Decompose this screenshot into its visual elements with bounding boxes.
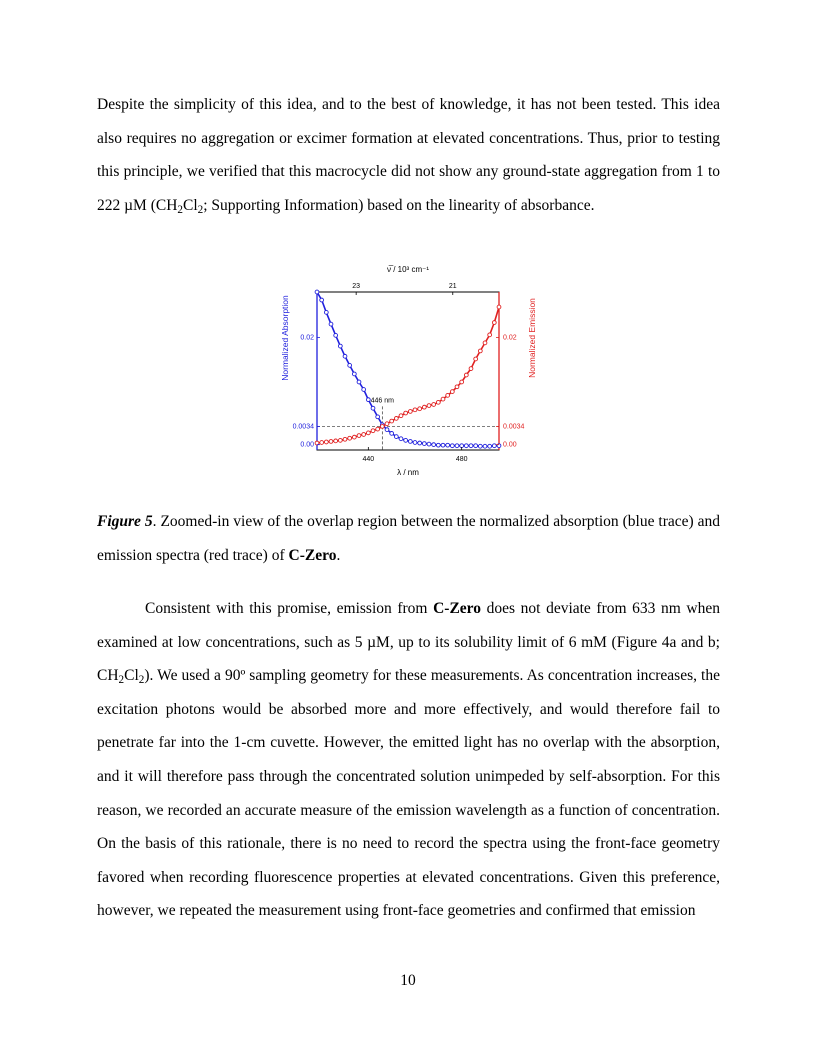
figure-label: Figure 5 — [97, 513, 153, 530]
absorption-point — [399, 437, 403, 441]
absorption-point — [413, 441, 417, 445]
top-tick-label: 23 — [352, 283, 361, 290]
overlap-spectra-plot — [270, 258, 550, 480]
absorption-point — [376, 415, 380, 419]
absorption-point — [478, 444, 482, 448]
emission-point — [427, 404, 431, 408]
emission-point — [404, 411, 408, 415]
paragraph-text: Cl — [182, 196, 198, 214]
caption-text: . Zoomed-in view of the overlap region between the normalized absorption (blue trace) and emission spectra (red trace) of — [97, 513, 720, 564]
absorption-point — [408, 440, 412, 444]
absorption-point — [464, 444, 468, 448]
left-tick-label: 0.0034 — [292, 423, 314, 431]
emission-point — [380, 425, 384, 429]
emission-point — [324, 440, 328, 444]
paragraph-text: ; Supporting Information) based on the linearity of absorbance. — [203, 196, 595, 214]
subscript: 2 — [177, 203, 183, 216]
emission-point — [497, 305, 501, 309]
emission-point — [413, 408, 417, 412]
emission-point — [320, 441, 324, 445]
absorption-point — [436, 443, 440, 447]
caption-text: . — [336, 546, 341, 564]
emission-point — [408, 410, 412, 414]
emission-point — [399, 414, 403, 418]
absorption-point — [469, 444, 473, 448]
emission-point — [441, 397, 445, 401]
emission-point — [469, 367, 473, 371]
x-tick-label: 480 — [455, 456, 468, 463]
emission-point — [334, 439, 338, 443]
figure-5-chart — [270, 258, 550, 480]
absorption-point — [394, 435, 398, 439]
absorption-point — [418, 441, 422, 445]
absorption-point — [432, 443, 436, 447]
absorption-point — [324, 310, 328, 314]
emission-point — [343, 437, 347, 441]
body-paragraph — [97, 88, 720, 222]
x-tick-label: 440 — [362, 456, 375, 463]
emission-point — [464, 373, 468, 377]
emission-point — [357, 434, 361, 438]
emission-point — [474, 357, 478, 361]
absorption-point — [338, 344, 342, 348]
emission-point — [376, 427, 380, 431]
subscript: 2 — [197, 203, 204, 216]
absorption-point — [483, 444, 487, 448]
emission-point — [460, 380, 464, 384]
emission-point — [483, 341, 487, 345]
absorption-point — [343, 354, 347, 358]
top-tick-label: 21 — [448, 283, 457, 290]
compound-name: C-Zero — [288, 546, 337, 564]
paragraph-text: Consistent with this promise, emission from — [145, 600, 434, 617]
right-tick-label: 0.02 — [503, 334, 517, 342]
absorption-point — [371, 406, 375, 410]
absorption-point — [385, 428, 389, 432]
paragraph-text: ). We used a 90º sampling geometry for these measurements. As concentration increases, the excitation photons would be absorbed more and more effectively, and would therefore fail to penetrate far into the 1-cm cuvette. However, the emitted light has no overlap with the absorption, and it will therefore pass through the concentrated solution unimpeded by self-absorption. For this reason, we recorded an accurate measure of the emission wavelength as a function of concentration. On the basis of this rationale, there is no need to record the spectra using the front-face geometry favored when recording fluorescence properties at elevated concentrations. Given this preference, however, we repeated the measurement using front-face geometries and confirmed that emission — [97, 667, 720, 920]
right-tick-label: 0.0034 — [503, 423, 525, 431]
absorption-point — [334, 333, 338, 337]
emission-point — [366, 431, 370, 435]
emission-point — [492, 321, 496, 325]
emission-point — [418, 407, 422, 411]
top-axis-label: ν̅ / 10³ cm⁻¹ — [386, 265, 430, 274]
left-tick-label: 0.00 — [300, 441, 314, 449]
absorption-point — [455, 444, 459, 448]
absorption-point — [422, 442, 426, 446]
emission-point — [455, 385, 459, 389]
page-number: 10 — [400, 972, 416, 989]
emission-point — [488, 333, 492, 337]
emission-point — [422, 405, 426, 409]
emission-point — [371, 429, 375, 433]
emission-point — [348, 436, 352, 440]
right-axis-title: Normalized Emission — [527, 298, 537, 378]
left-axis-title: Normalized Absorption — [280, 295, 290, 381]
absorption-point — [348, 363, 352, 367]
emission-point — [450, 390, 454, 394]
absorption-point — [450, 444, 454, 448]
left-tick-label: 0.02 — [300, 334, 314, 342]
subscript: 2 — [118, 673, 125, 686]
emission-point — [385, 422, 389, 426]
emission-point — [338, 438, 342, 442]
x-axis-label: λ / nm — [397, 468, 419, 477]
emission-point — [436, 400, 440, 404]
chart-marks — [315, 290, 501, 450]
absorption-point — [315, 290, 319, 294]
body-paragraph — [97, 592, 720, 928]
emission-point — [390, 419, 394, 423]
absorption-point — [357, 380, 361, 384]
subscript: 2 — [138, 673, 145, 686]
absorption-point — [320, 298, 324, 302]
absorption-point — [362, 388, 366, 392]
paragraph-text: Despite the simplicity of this idea, and to the best of knowledge, it has not been tested. This idea also requires no aggregation or excimer formation at elevated concentrations. Thus, prior to testing this principle, we verified that this macrocycle did not show any ground-state aggregation from 1 to 222 µM (CH — [97, 96, 720, 214]
emission-point — [432, 403, 436, 407]
compound-name: C-Zero — [433, 600, 482, 617]
absorption-point — [474, 444, 478, 448]
absorption-point — [441, 443, 445, 447]
crossing-annotation: 446 nm — [370, 397, 395, 405]
paragraph-text: does not deviate from 633 nm when examined at low concentrations, such as 5 µM, up to its solubility limit of 6 mM (Figure 4a and b; CH — [97, 600, 720, 685]
figure-caption — [97, 505, 720, 572]
absorption-point — [390, 431, 394, 435]
absorption-point — [446, 443, 450, 447]
absorption-point — [352, 372, 356, 376]
emission-point — [478, 349, 482, 353]
absorption-point — [427, 442, 431, 446]
absorption-point — [488, 444, 492, 448]
emission-point — [329, 440, 333, 444]
emission-point — [352, 435, 356, 439]
absorption-point — [404, 438, 408, 442]
absorption-point — [329, 322, 333, 326]
emission-point — [446, 393, 450, 397]
emission-point — [394, 417, 398, 421]
emission-line — [317, 307, 499, 443]
paragraph-text: Cl — [124, 667, 139, 685]
emission-point — [362, 433, 366, 437]
right-tick-label: 0.00 — [503, 441, 517, 449]
absorption-point — [492, 444, 496, 448]
